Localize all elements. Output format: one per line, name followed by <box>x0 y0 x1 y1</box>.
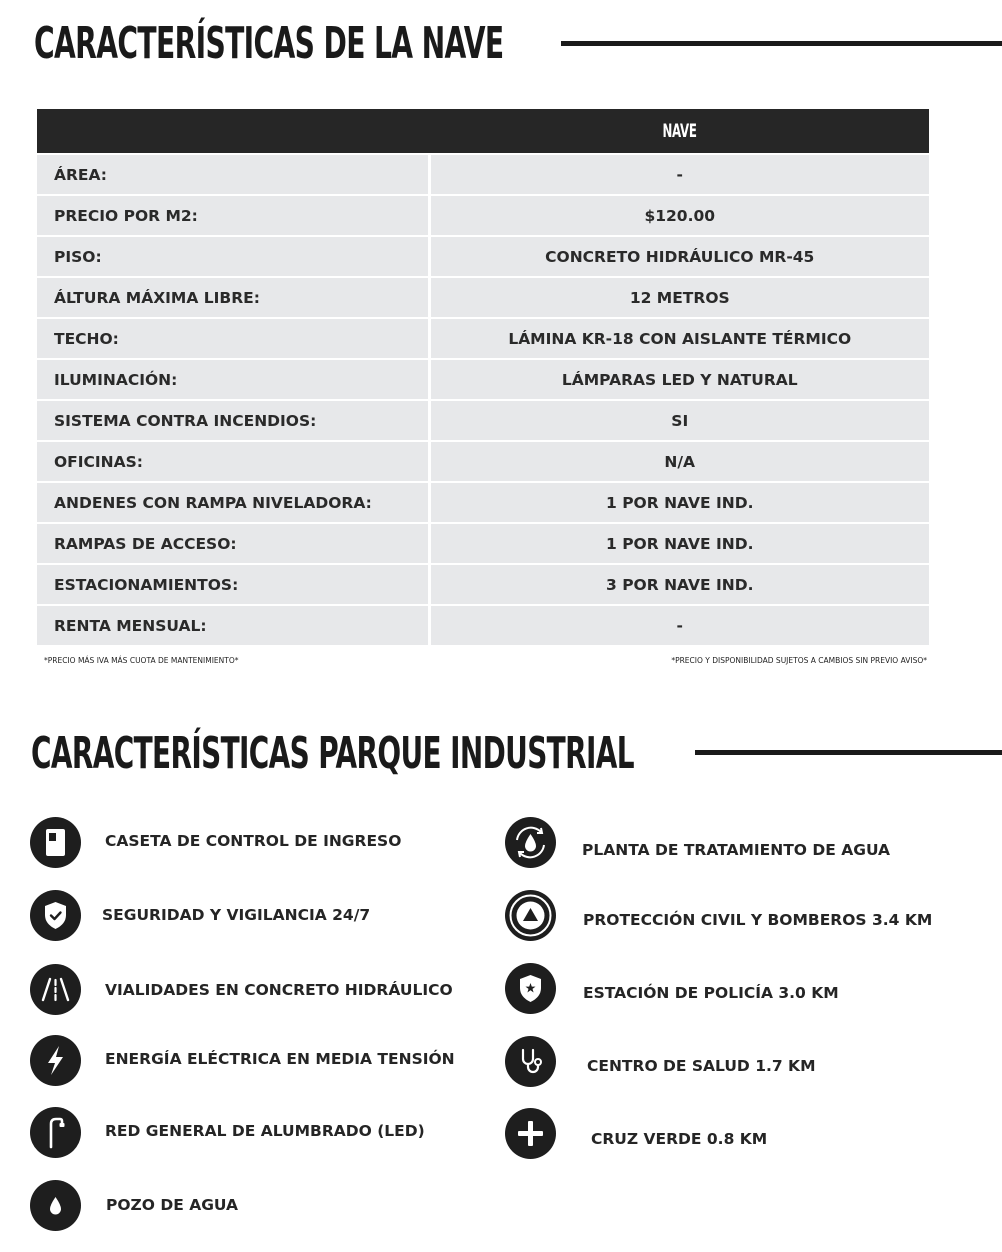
water-treatment-icon <box>505 817 556 868</box>
amenity-label: PLANTA DE TRATAMIENTO DE AGUA <box>582 840 891 859</box>
guard-booth-icon <box>30 817 81 868</box>
amenity-item <box>505 963 839 1014</box>
row-label: PISO: <box>37 236 429 277</box>
amenity-item <box>30 1035 455 1086</box>
amenity-label: ESTACIÓN DE POLICÍA 3.0 KM <box>583 983 839 1002</box>
row-label: ESTACIONAMIENTOS: <box>37 564 429 605</box>
row-label: RAMPAS DE ACCESO: <box>37 523 429 564</box>
row-value: - <box>429 154 929 195</box>
amenity-item <box>505 890 932 941</box>
shield-check-icon <box>30 890 81 941</box>
road-icon <box>30 964 81 1015</box>
row-value: 1 POR NAVE IND. <box>429 523 929 564</box>
row-label: RENTA MENSUAL: <box>37 605 429 645</box>
title-rule <box>695 750 1002 755</box>
row-label: OFICINAS: <box>37 441 429 482</box>
nave-section-title: CARACTERÍSTICAS DE LA NAVE <box>34 18 504 69</box>
table-row <box>37 441 929 482</box>
lightning-bolt-icon <box>30 1035 81 1086</box>
parque-section-title: CARACTERÍSTICAS PARQUE INDUSTRIAL <box>31 728 634 779</box>
amenity-item <box>30 890 370 941</box>
row-label: ÁLTURA MÁXIMA LIBRE: <box>37 277 429 318</box>
row-value: SI <box>429 400 929 441</box>
row-label: TECHO: <box>37 318 429 359</box>
row-value: 1 POR NAVE IND. <box>429 482 929 523</box>
street-lamp-icon <box>30 1107 81 1158</box>
row-value: N/A <box>429 441 929 482</box>
amenity-item <box>505 1036 816 1087</box>
police-badge-icon <box>505 963 556 1014</box>
stethoscope-icon <box>505 1036 556 1087</box>
row-value: CONCRETO HIDRÁULICO MR-45 <box>429 236 929 277</box>
amenity-label: CENTRO DE SALUD 1.7 KM <box>587 1056 816 1075</box>
table-row <box>37 564 929 605</box>
amenity-item <box>30 1107 425 1158</box>
row-value: 12 METROS <box>429 277 929 318</box>
water-drop-icon <box>30 1180 81 1231</box>
row-value: LÁMINA KR-18 CON AISLANTE TÉRMICO <box>429 318 929 359</box>
table-row <box>37 400 929 441</box>
table-header-blank <box>37 109 429 154</box>
amenity-item <box>30 817 401 868</box>
red-cross-icon <box>505 1108 556 1159</box>
row-value: LÁMPARAS LED Y NATURAL <box>429 359 929 400</box>
table-header-row <box>37 109 929 154</box>
table-row <box>37 236 929 277</box>
table-row <box>37 359 929 400</box>
amenity-label: SEGURIDAD Y VIGILANCIA 24/7 <box>102 906 371 924</box>
row-label: ANDENES CON RAMPA NIVELADORA: <box>37 482 429 523</box>
price-note: *PRECIO MÁS IVA MÁS CUOTA DE MANTENIMIENTO* <box>44 656 239 665</box>
amenity-label: CASETA DE CONTROL DE INGRESO <box>105 831 402 850</box>
availability-note: *PRECIO Y DISPONIBILIDAD SUJETOS A CAMBIOS SIN PREVIO AVISO* <box>671 656 927 665</box>
table-row <box>37 277 929 318</box>
row-value: - <box>429 605 929 645</box>
amenity-label: RED GENERAL DE ALUMBRADO (LED) <box>105 1121 425 1140</box>
amenity-item <box>505 1108 767 1159</box>
table-row <box>37 318 929 359</box>
table-row <box>37 605 929 645</box>
title-rule <box>561 41 1002 46</box>
row-label: SISTEMA CONTRA INCENDIOS: <box>37 400 429 441</box>
nave-spec-table <box>37 109 929 645</box>
amenity-item <box>505 817 890 868</box>
row-value: $120.00 <box>429 195 929 236</box>
row-label: ÁREA: <box>37 154 429 195</box>
amenity-item <box>30 1180 238 1231</box>
amenity-label: PROTECCIÓN CIVIL Y BOMBEROS 3.4 KM <box>583 910 933 929</box>
row-label: ILUMINACIÓN: <box>37 359 429 400</box>
amenity-item <box>30 964 453 1015</box>
row-label: PRECIO POR M2: <box>37 195 429 236</box>
row-value: 3 POR NAVE IND. <box>429 564 929 605</box>
table-row <box>37 154 929 195</box>
table-row <box>37 482 929 523</box>
amenity-label: CRUZ VERDE 0.8 KM <box>591 1129 768 1148</box>
table-row <box>37 523 929 564</box>
amenity-label: VIALIDADES EN CONCRETO HIDRÁULICO <box>105 980 453 999</box>
table-header-nave: NAVE <box>429 109 929 154</box>
amenity-label: POZO DE AGUA <box>106 1195 239 1214</box>
table-row <box>37 195 929 236</box>
civil-protection-icon <box>505 890 556 941</box>
amenity-label: ENERGÍA ELÉCTRICA EN MEDIA TENSIÓN <box>105 1049 455 1068</box>
